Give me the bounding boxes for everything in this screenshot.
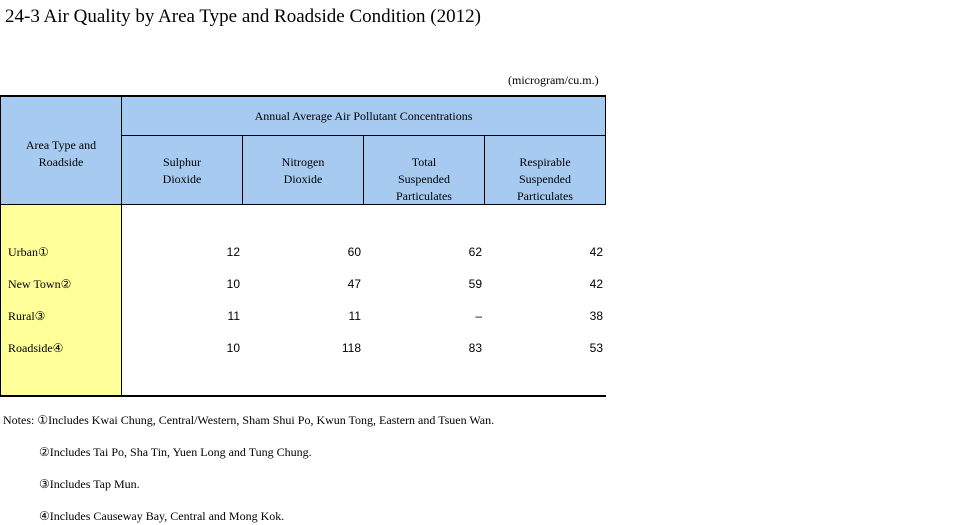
note-item xyxy=(3,413,494,428)
table-cell: 62 xyxy=(468,245,482,259)
air-quality-table xyxy=(0,95,606,397)
table-cell: – xyxy=(475,309,482,323)
table-cell: 42 xyxy=(589,277,603,291)
column-header-line: Dioxide xyxy=(162,172,202,186)
row-label: Roadside④ xyxy=(8,341,64,355)
table-cell: 10 xyxy=(226,277,240,291)
page-title: 24-3 Air Quality by Area Type and Roadside Condition (2012) xyxy=(5,6,481,27)
column-header-line: Particulates xyxy=(396,189,452,203)
table-cell: 11 xyxy=(227,309,240,323)
row-header-line: Roadside xyxy=(38,155,84,169)
column-header-line: Sulphur xyxy=(162,155,201,169)
table-cell: 10 xyxy=(226,341,240,355)
column-header-respirable-suspended-particulates xyxy=(485,154,605,205)
table-cell: 11 xyxy=(348,309,361,323)
column-header-sulphur-dioxide xyxy=(122,154,242,188)
note-item: ③Includes Tap Mun. xyxy=(39,477,140,491)
notes-prefix: Notes: xyxy=(3,413,38,427)
column-header-line: Particulates xyxy=(517,189,573,203)
table-cell: 38 xyxy=(589,309,603,323)
table-cell: 53 xyxy=(589,341,603,355)
group-header: Annual Average Air Pollutant Concentrations xyxy=(254,109,473,123)
table-top-rule xyxy=(0,95,606,97)
table-cell: 42 xyxy=(589,245,603,259)
table-bottom-rule xyxy=(0,395,606,397)
column-header-line: Total xyxy=(411,155,437,169)
row-header xyxy=(1,137,121,171)
note-text: ①Includes Kwai Chung, Central/Western, Sham Shui Po, Kwun Tong, Eastern and Tsuen Wan. xyxy=(37,413,495,427)
column-header-line: Suspended xyxy=(519,172,571,186)
table-cell: 47 xyxy=(347,277,361,291)
column-header-line: Suspended xyxy=(398,172,450,186)
label-column-background xyxy=(1,205,121,395)
row-label: Urban① xyxy=(8,245,49,259)
table-cell: 118 xyxy=(341,341,361,355)
column-header-line: Nitrogen xyxy=(281,155,325,169)
row-label: Rural③ xyxy=(8,309,46,323)
column-header-nitrogen-dioxide xyxy=(243,154,363,188)
note-item: ④Includes Causeway Bay, Central and Mong Kok. xyxy=(39,509,285,523)
column-header-total-suspended-particulates xyxy=(364,154,484,205)
row-label: New Town② xyxy=(8,277,72,291)
note-item: ②Includes Tai Po, Sha Tin, Yuen Long and Tung Chung. xyxy=(39,445,312,459)
row-header-line: Area Type and xyxy=(25,138,97,152)
table-cell: 60 xyxy=(347,245,361,259)
table-cell: 83 xyxy=(468,341,482,355)
unit-label: (microgram/cu.m.) xyxy=(508,73,599,87)
table-right-rule xyxy=(605,95,606,205)
table-cell: 59 xyxy=(468,277,482,291)
table-cell: 12 xyxy=(226,245,240,259)
column-header-line: Respirable xyxy=(519,155,571,169)
column-header-line: Dioxide xyxy=(283,172,323,186)
